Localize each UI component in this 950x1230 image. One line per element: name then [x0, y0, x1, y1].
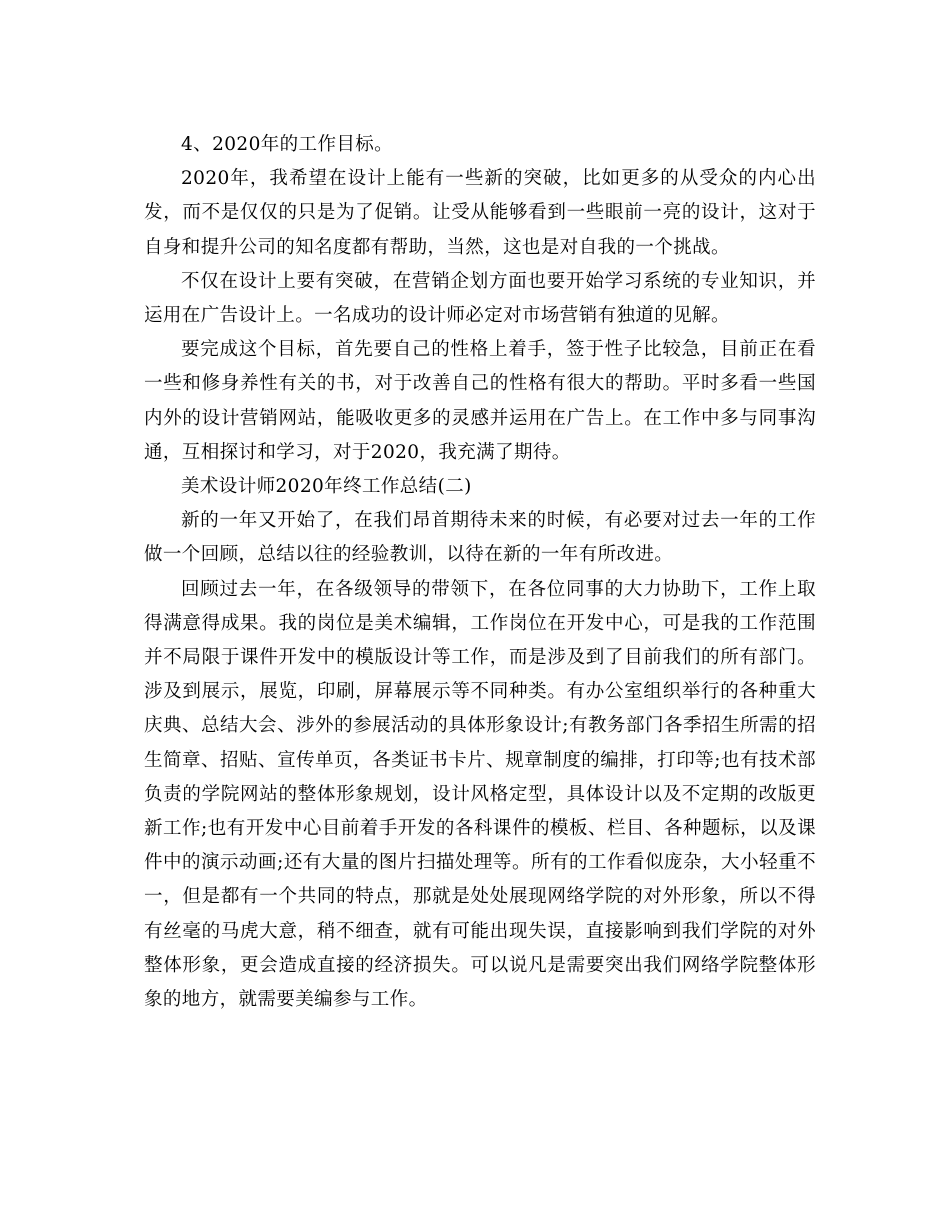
section-title-summary-two: 美术设计师2020年终工作总结(二) — [181, 476, 472, 498]
paragraph-new-year-review: 新的一年又开始了，在我们昂首期待未来的时候，有必要对过去一年的工作做一个回顾，总结以往的经验教训，以待在新的一年有所改进。 — [144, 510, 816, 566]
paragraph-design-breakthrough: 2020年，我希望在设计上能有一些新的突破，比如更多的从受众的内心出发，而不是仅仅的只是为了促销。让受从能够看到一些眼前一亮的设计，这对于自身和提升公司的知名度都有帮助，当然，这也是对自我的一个挑战。 — [144, 168, 816, 258]
paragraph-marketing-study: 不仅在设计上要有突破，在营销企划方面也要开始学习系统的专业知识，并运用在广告设计上。一名成功的设计师必定对市场营销有独道的见解。 — [144, 270, 816, 327]
paragraph-goal-heading: 4、2020年的工作目标。 — [181, 134, 394, 155]
document-body — [144, 128, 816, 1017]
paragraph-personal-improvement: 要完成这个目标，首先要自己的性格上着手，签于性子比较急，目前正在看一些和修身养性有关的书，对于改善自己的性格有很大的帮助。平时多看一些国内外的设计营销网站，能吸收更多的灵感并运用在广告上。在工作中多与同事沟通，互相探讨和学习，对于2020，我充满了期待。 — [144, 339, 816, 463]
paragraph-year-retrospective: 回顾过去一年，在各级领导的带领下，在各位同事的大力协助下，工作上取得满意得成果。我的岗位是美术编辑，工作岗位在开发中心，可是我的工作范围并不局限于课件开发中的模版设计等工作，而是涉及到了目前我们的所有部门。涉及到展示，展览，印刷，屏幕展示等不同种类。有办公室组织举行的各种重大庆典、总结大会、涉外的参展活动的具体形象设计;有教务部门各季招生所需的招生简章、招贴、宣传单页，各类证书卡片、规章制度的编排，打印等;也有技术部负责的学院网站的整体形象规划，设计风格定型，具体设计以及不定期的改版更新工作;也有开发中心目前着手开发的各科课件的模板、栏目、各种题标，以及课件中的演示动画;还有大量的图片扫描处理等。所有的工作看似庞杂，大小轻重不一，但是都有一个共同的特点，那就是处处展现网络学院的对外形象，所以不得有丝毫的马虎大意，稍不细查，就有可能出现失误，直接影响到我们学院的对外整体形象，更会造成直接的经济损失。可以说凡是需要突出我们网络学院整体形象的地方，就需要美编参与工作。 — [144, 578, 816, 1011]
